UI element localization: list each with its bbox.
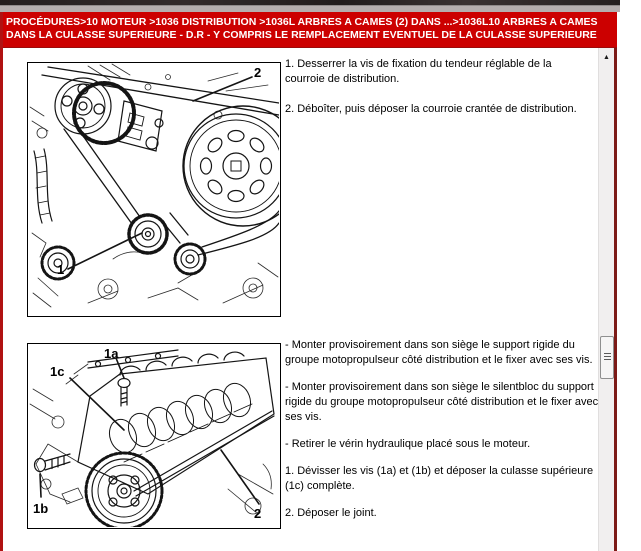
frame-right-red-line <box>614 48 617 551</box>
crank-sprocket <box>175 244 205 274</box>
timing-belt-drawing <box>28 63 279 315</box>
crankshaft-pulley <box>183 106 279 226</box>
instructions-top <box>285 57 593 132</box>
poly-v-belt <box>34 149 52 223</box>
vertical-scrollbar[interactable] <box>598 48 614 551</box>
step-text: - Retirer le vérin hydraulique placé sous le moteur. <box>285 438 531 450</box>
breadcrumb-line-1: PROCÉDURES>10 MOTEUR >1036 DISTRIBUTION >1036L ARBRES A CAMES (2) DANS ...>1036L10 ARBRES A CAMES <box>6 16 598 28</box>
scrollbar-thumb[interactable] <box>600 336 614 379</box>
instructions-bottom <box>285 338 601 533</box>
breadcrumb-line-2: DANS LA CULASSE SUPERIEURE - D.R - Y COMPRIS LE REMPLACEMENT EVENTUEL DE LA CULASSE SUPERIEURE <box>6 29 597 41</box>
bolt-1b <box>35 454 71 472</box>
tensioner-bracket <box>118 101 163 151</box>
step-text: 2. Déboîter, puis déposer la courroie crantée de distribution. <box>285 103 577 115</box>
fig2-label-1b: 1b <box>33 501 49 516</box>
step-text: 1. Dévisser les vis (1a) et (1b) et déposer la culasse supérieure (1c) complète. <box>285 465 594 492</box>
fig1-label-1: 1 <box>57 262 65 277</box>
bolt-1a <box>118 379 130 407</box>
fig2-label-1a: 1a <box>104 346 119 361</box>
scrollbar-grip-icon <box>604 353 611 362</box>
step-text: - Monter provisoirement dans son siège le silentbloc du support rigide du groupe motopropulseur côté distribution et le fixer avec ses vis. <box>285 381 599 423</box>
figure-timing-belt <box>27 62 281 317</box>
fig2-label-2: 2 <box>254 506 262 521</box>
camshaft-rail <box>88 350 178 368</box>
belt-tensioner <box>129 215 167 253</box>
breadcrumb <box>2 12 617 48</box>
camshaft-drive-pulley <box>86 453 162 527</box>
scroll-up-icon[interactable]: ▲ <box>603 53 610 61</box>
fig2-label-1c: 1c <box>50 364 65 379</box>
step-text: 2. Déposer le joint. <box>285 507 377 519</box>
step-text: - Monter provisoirement dans son siège le support rigide du groupe motopropulseur côté distribution et le fixer avec ses vis. <box>285 339 593 366</box>
frame-left-red-line <box>0 12 3 551</box>
step-text: 1. Desserrer la vis de fixation du tendeur réglable de la courroie de distribution. <box>285 58 552 85</box>
camshaft-housing-drawing <box>28 344 279 527</box>
fig1-label-2: 2 <box>254 65 262 80</box>
engine-background-detail <box>30 64 278 307</box>
figure-camshaft-housing <box>27 343 281 529</box>
window-top-gray-strip <box>0 5 620 12</box>
